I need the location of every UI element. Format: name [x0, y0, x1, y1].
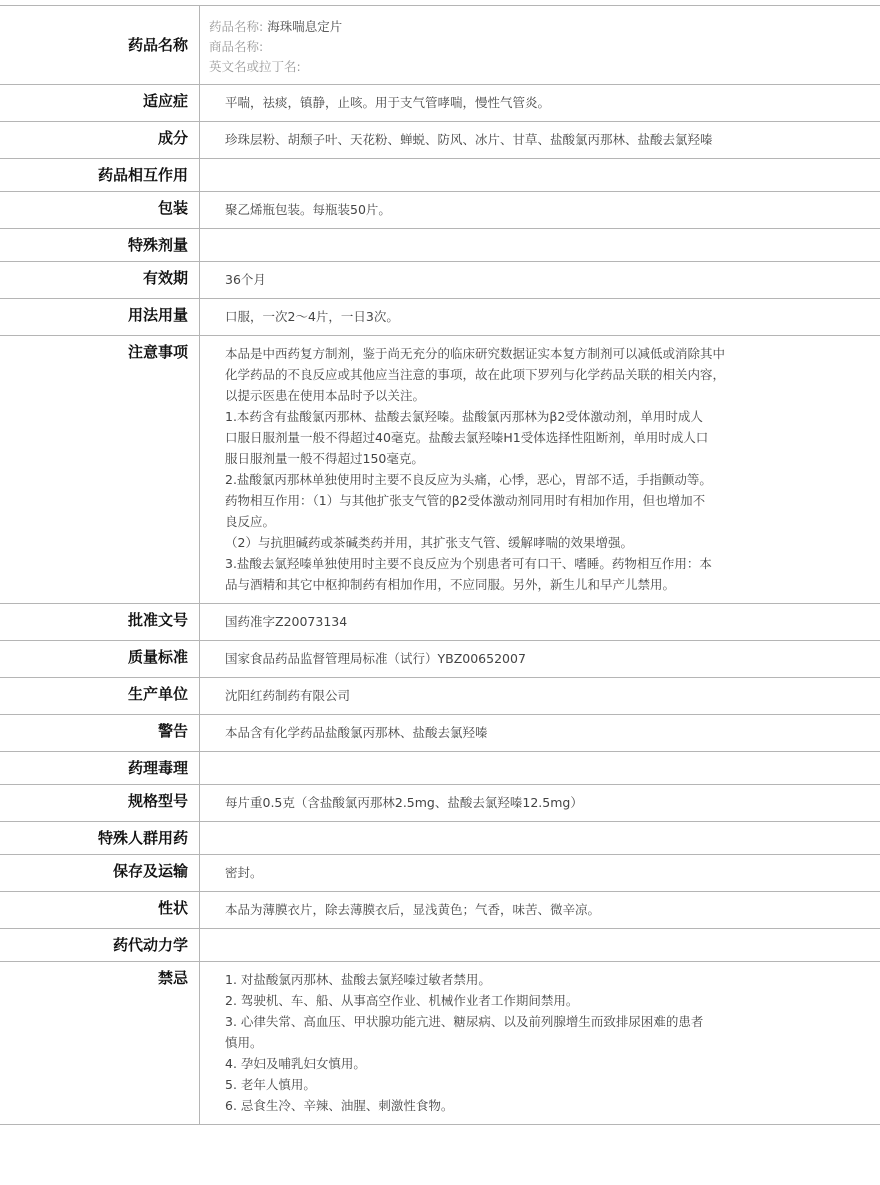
warning-value: 本品含有化学药品盐酸氯丙那林、盐酸去氯羟嗪: [200, 715, 880, 752]
specification-value: 每片重0.5克（含盐酸氯丙那林2.5mg、盐酸去氯羟嗪12.5mg）: [200, 785, 880, 822]
indications-value: 平喘，祛痰，镇静，止咳。用于支气管哮喘，慢性气管炎。: [200, 85, 880, 122]
validity-value: 36个月: [200, 262, 880, 299]
approval-label: 批准文号: [0, 604, 200, 641]
row-toxicology: [0, 752, 880, 785]
generic-name-key: 药品名称:: [209, 19, 263, 34]
row-special-dosage: [0, 229, 880, 262]
ingredients-label: 成分: [0, 122, 200, 159]
precautions-line: 口服日服剂量一般不得超过40毫克。盐酸去氯羟嗪H1受体选择性阻断剂，单用时成人口: [225, 427, 820, 448]
precautions-line: 品与酒精和其它中枢抑制药有相加作用，不应同服。另外，新生儿和早产儿禁用。: [225, 574, 820, 595]
special-groups-value: [200, 822, 880, 855]
row-approval: [0, 604, 880, 641]
row-appearance: [0, 892, 880, 929]
precautions-line: 1.本药含有盐酸氯丙那林、盐酸去氯羟嗪。盐酸氯丙那林为β2受体激动剂，单用时成人: [225, 406, 820, 427]
row-warning: [0, 715, 880, 752]
standard-label: 质量标准: [0, 641, 200, 678]
appearance-value: 本品为薄膜衣片，除去薄膜衣后，显浅黄色；气香，味苦、微辛凉。: [200, 892, 880, 929]
precautions-value: [200, 336, 880, 604]
specification-label: 规格型号: [0, 785, 200, 822]
row-special-groups: [0, 822, 880, 855]
toxicology-label: 药理毒理: [0, 752, 200, 785]
precautions-line: 服日服剂量一般不得超过150毫克。: [225, 448, 820, 469]
row-specification: [0, 785, 880, 822]
interactions-value: [200, 159, 880, 192]
generic-name-value: 海珠喘息定片: [267, 19, 342, 34]
contraindications-value: [200, 962, 880, 1125]
packaging-value: 聚乙烯瓶包装。每瓶装50片。: [200, 192, 880, 229]
trade-name-key: 商品名称:: [209, 37, 870, 57]
contraindication-line: 4. 孕妇及哺乳妇女慎用。: [225, 1053, 820, 1074]
usage-value: 口服，一次2～4片，一日3次。: [200, 299, 880, 336]
ingredients-value: 珍珠层粉、胡颓子叶、天花粉、蝉蜕、防风、冰片、甘草、盐酸氯丙那林、盐酸去氯羟嗪: [200, 122, 880, 159]
row-usage: [0, 299, 880, 336]
row-standard: [0, 641, 880, 678]
interactions-label: 药品相互作用: [0, 159, 200, 192]
contraindication-line: 5. 老年人慎用。: [225, 1074, 820, 1095]
precautions-line: 3.盐酸去氯羟嗪单独使用时主要不良反应为个别患者可有口干、嗜睡。药物相互作用：本: [225, 553, 820, 574]
storage-value: 密封。: [200, 855, 880, 892]
row-pharmacokinetics: [0, 929, 880, 962]
drug-name-value: [200, 6, 880, 85]
pharmacokinetics-label: 药代动力学: [0, 929, 200, 962]
row-ingredients: [0, 122, 880, 159]
row-storage: [0, 855, 880, 892]
contraindication-line: 慎用。: [225, 1032, 820, 1053]
storage-label: 保存及运输: [0, 855, 200, 892]
validity-label: 有效期: [0, 262, 200, 299]
special-groups-label: 特殊人群用药: [0, 822, 200, 855]
contraindication-line: 1. 对盐酸氯丙那林、盐酸去氯羟嗪过敏者禁用。: [225, 969, 820, 990]
precautions-label: 注意事项: [0, 336, 200, 604]
special-dosage-value: [200, 229, 880, 262]
precautions-line: 药物相互作用：（1）与其他扩张支气管的β2受体激动剂同用时有相加作用，但也增加不: [225, 490, 820, 511]
row-indications: [0, 85, 880, 122]
row-manufacturer: [0, 678, 880, 715]
standard-value: 国家食品药品监督管理局标准（试行）YBZ00652007: [200, 641, 880, 678]
row-contraindications: [0, 962, 880, 1125]
precautions-line: 化学药品的不良反应或其他应当注意的事项，故在此项下罗列与化学药品关联的相关内容，: [225, 364, 820, 385]
appearance-label: 性状: [0, 892, 200, 929]
precautions-line: 以提示医患在使用本品时予以关注。: [225, 385, 820, 406]
warning-label: 警告: [0, 715, 200, 752]
toxicology-value: [200, 752, 880, 785]
row-interactions: [0, 159, 880, 192]
packaging-label: 包装: [0, 192, 200, 229]
row-validity: [0, 262, 880, 299]
generic-name-line: [209, 17, 870, 37]
precautions-line: 本品是中西药复方制剂，鉴于尚无充分的临床研究数据证实本复方制剂可以减低或消除其中: [225, 343, 820, 364]
drug-info-table: [0, 5, 880, 1125]
usage-label: 用法用量: [0, 299, 200, 336]
manufacturer-label: 生产单位: [0, 678, 200, 715]
row-precautions: [0, 336, 880, 604]
approval-value: 国药准字Z20073134: [200, 604, 880, 641]
special-dosage-label: 特殊剂量: [0, 229, 200, 262]
precautions-line: （2）与抗胆碱药或茶碱类药并用，其扩张支气管、缓解哮喘的效果增强。: [225, 532, 820, 553]
indications-label: 适应症: [0, 85, 200, 122]
precautions-line: 良反应。: [225, 511, 820, 532]
drug-name-label: 药品名称: [0, 6, 200, 85]
pharmacokinetics-value: [200, 929, 880, 962]
contraindication-line: 2. 驾驶机、车、船、从事高空作业、机械作业者工作期间禁用。: [225, 990, 820, 1011]
row-packaging: [0, 192, 880, 229]
contraindications-label: 禁忌: [0, 962, 200, 1125]
manufacturer-value: 沈阳红药制药有限公司: [200, 678, 880, 715]
row-drug-name: [0, 6, 880, 85]
contraindication-line: 3. 心律失常、高血压、甲状腺功能亢进、糖尿病、以及前列腺增生而致排尿困难的患者: [225, 1011, 820, 1032]
precautions-line: 2.盐酸氯丙那林单独使用时主要不良反应为头痛，心悸，恶心，胃部不适，手指颤动等。: [225, 469, 820, 490]
contraindication-line: 6. 忌食生冷、辛辣、油腥、刺激性食物。: [225, 1095, 820, 1116]
english-name-key: 英文名或拉丁名:: [209, 57, 870, 77]
